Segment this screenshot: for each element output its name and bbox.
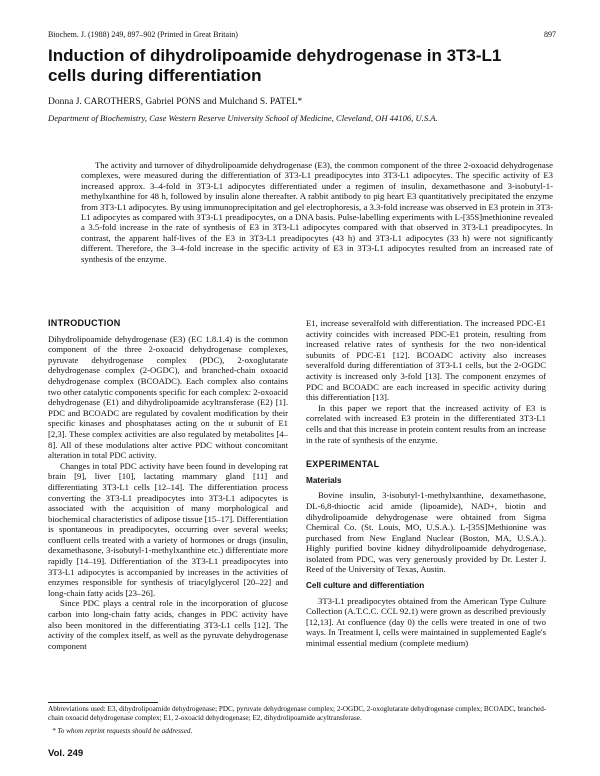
affiliation: Department of Biochemistry, Case Western Reserve University School of Medicine, Cleveland, OH 44106, U.S.A. [48, 113, 438, 123]
experimental-heading: EXPERIMENTAL [306, 459, 380, 470]
volume-label: Vol. 249 [48, 748, 84, 759]
right-column [306, 318, 546, 649]
materials-paragraph: Bovine insulin, 3-isobutyl-1-methylxanthine, dexamethasone, DL-6,8-thioctic acid amide (lipoamide), NAD+, biotin and dihydrolipoamide dehydrogenase were obtained from Sigma Chemical Co. (St. Louis, MO, U.S.A.). L-[35S]Methionine was purchased from New England Nuclear (Boston, MA, U.S.A.). Highly purified bovine kidney dihydrolipoamide dehydrogenase, isolated from PDC, was very generously provided by Dr. Lester J. Reed of the University of Texas, Austin. [306, 490, 546, 575]
article-title: Induction of dihydrolipoamide dehydrogenase in 3T3-L1 cells during differentiation [48, 46, 502, 85]
abbreviations-footnote: Abbreviations used: E3, dihydrolipoamide dehydrogenase; PDC, pyruvate dehydrogenase complex; 2-OGDC, 2-oxoglutarate dehydrogenase complex; BCOADC, branched-chain oxoacid dehydrogenase complex; E1, 2-oxoacid dehydrogenase; E2, dihydrolipoamide acyltransferase. [48, 705, 547, 722]
author-list: Donna J. CAROTHERS, Gabriel PONS and Mulchand S. PATEL* [48, 97, 303, 107]
materials-heading: Materials [306, 475, 342, 485]
left-column [48, 318, 288, 651]
footnote-divider [48, 702, 158, 703]
abstract: The activity and turnover of dihydrolipoamide dehydrogenase (E3), the common component of the three 2-oxoacid dehydrogenase complexes, were measured during the differentiation of 3T3-L1 preadipocytes into 3T3-L1 adipocytes. The specific activity of E3 increased approx. 3–4-fold in 3T3-L1 adipocytes differentiated under a regimen of insulin, dexamethasone and 3-isobutyl-1-methylxanthine for 48 h, followed by insulin alone thereafter. A rabbit antibody to pig heart E3 quantitatively precipitated the enzyme from 3T3-L1 adipocytes. By using immunoprecipitation and gel electrophoresis, a 3.3-fold increase was observed in E3 protein in 3T3-L1 adipocytes as compared with 3T3-L1 preadipocytes, on a DNA basis. Pulse-labelling experiments with L-[35S]methionine revealed a 3.5-fold increase in the rate of synthesis of E3 in 3T3-L1 adipocytes compared with that observed in 3T3-L1 preadipocytes. In contrast, the apparent half-lives of the E3 in 3T3-L1 preadipocytes (43 h) and 3T3-L1 adipocytes (33 h) were not significantly different. Therefore, the 3–4-fold increase in the specific activity of E3 in 3T3-L1 adipocytes resulted from an increased rate of synthesis of the enzyme. [81, 160, 553, 264]
correspondence-footnote: * To whom reprint requests should be addressed. [52, 727, 193, 735]
intro-paragraph: Since PDC plays a central role in the incorporation of glucose carbon into long-chain fatty acids, changes in PDC activity have also been monitored in the differentiating 3T3-L1 cells [12]. The activity of the complex itself, as well as the pyruvate dehydrogenase component [48, 598, 288, 651]
page-number: 897 [544, 30, 556, 39]
running-head: Biochem. J. (1988) 249, 897–902 (Printed in Great Britain) [48, 30, 238, 39]
introduction-heading: INTRODUCTION [48, 318, 121, 328]
intro-paragraph: Changes in total PDC activity have been found in developing rat brain [9], liver [10], lactating mammary gland [11] and differentiating 3T3-L1 cells [12–14]. The differentiation process converting the 3T3-L1 preadipocytes into 3T3-L1 adipocytes is associated with the acquisition of many morphological and biochemical characteristics of adipose tissue [15–17]. Differentiation is spontaneous in preadipocytes, occurring over several weeks; confluent cells treated with a variety of hormones or drugs (insulin, dexamethasone, 3-isobutyl-1-methylxanthine etc.) differentiate more rapidly [14–19]. Differentiation of the 3T3-L1 preadipocytes into 3T3-L1 adipocytes is accompanied by increases in the activities of enzymes responsible for synthesis of triacylglycerol [20–22] and long-chain fatty acids [23–26]. [48, 460, 288, 598]
cell-culture-paragraph: 3T3-L1 preadipocytes obtained from the American Type Culture Collection (A.T.C.C. CCL 92.1) were grown as described previously [12,13]. At confluence (day 0) the cells were treated in one of two ways. In Treatment I, cells were maintained in supplemented Eagle's minimal essential medium (complete medium) [306, 595, 546, 649]
intro-paragraph: In this paper we report that the increased activity of E3 is correlated with increased E3 protein in the differentiated 3T3-L1 cells and that this increase in protein content results from an increase in the rate of synthesis of the enzyme. [306, 402, 546, 445]
intro-paragraph: E1, increase severalfold with differentiation. The increased PDC-E1 activity coincides with increased PDC-E1 protein, resulting from increased relative rates of synthesis for the two non-identical subunits of PDC-E1 [12]. BCOADC activity also increases severalfold during differentiation of 3T3-L1 cells, but the 2-OGDC activity is increased only 3-fold [13]. The component enzymes of PDC and BCOADC are each increased in specific activity during this differentiation [13]. [306, 318, 546, 403]
intro-paragraph: Dihydrolipoamide dehydrogenase (E3) (EC 1.8.1.4) is the common component of the three 2-oxoacid dehydrogenase complexes, pyruvate dehydrogenase complex (PDC), 2-oxoglutarate dehydrogenase complex (2-OGDC), and branched-chain oxoacid dehydrogenase complex (BCOADC). Each complex also contains two other catalytic components specific for each complex: 2-oxoacid dehydrogenase (E1) and dihydrolipoamide acyltransferase (E2) [1]. PDC and BCOADC are regulated by covalent modification by their specific kinases and phosphatases acting on the α subunit of E1 [2,3]. These complex activities are also regulated by metabolites [4–8]. All of these modulations alter active PDC without concomitant alteration in total PDC activity. [48, 333, 288, 461]
cell-culture-heading: Cell culture and differentiation [306, 581, 425, 591]
